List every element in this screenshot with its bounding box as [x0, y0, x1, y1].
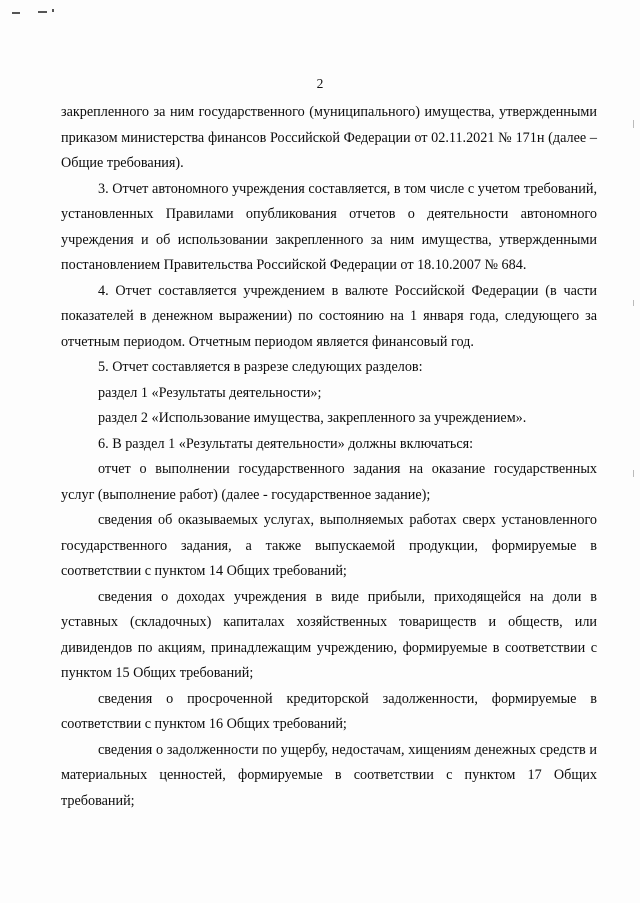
paragraph: сведения о задолженности по ущербу, недостачам, хищениям денежных средств и материальных ценностей, формируемые в соответствии с пунктом 17 Общих требований;: [61, 741, 597, 809]
scan-edge-mark: [633, 120, 634, 128]
paragraph: сведения о доходах учреждения в виде прибыли, приходящейся на доли в уставных (складочных) капиталах хозяйственных товариществ и обществ, или дивидендов по акциям, принадлежащим учреждению, формируемые в соответствии с пунктом 15 Общих требований;: [61, 588, 597, 681]
paragraph: раздел 1 «Результаты деятельности»;: [98, 384, 322, 401]
paragraph: закрепленного за ним государственного (муниципального) имущества, утвержденными приказом министерства финансов Российской Федерации от 02.11.2021 № 171н (далее – Общие требования).: [61, 104, 597, 171]
page-number: 2: [316, 76, 324, 91]
paragraph: сведения об оказываемых услугах, выполняемых работах сверх установленного государственного задания, а также выпускаемой продукции, формируемые в соответствии с пунктом 14 Общих требований;: [61, 512, 597, 579]
paragraph: 3. Отчет автономного учреждения составляется, в том числе с учетом требований, установленных Правилами опубликования отчетов о деятельности автономного учреждения и об использовании закрепленного за ним имущества, утвержденными постановлением Правительства Российской Федерации от 18.10.2007 № 684.: [61, 180, 597, 273]
scan-edge-mark: [633, 470, 634, 477]
scan-edge-mark: [633, 300, 634, 306]
paragraph: 4. Отчет составляется учреждением в валюте Российской Федерации (в части показателей в денежном выражении) по состоянию на 1 января года, следующего за отчетным периодом. Отчетным периодом является финансовый год.: [61, 282, 597, 350]
paragraph: отчет о выполнении государственного задания на оказание государственных услуг (выполнение работ) (далее - государственное задание);: [61, 461, 597, 503]
scan-artifact-mark: [52, 9, 54, 12]
document-body: [61, 100, 597, 814]
paragraph: 5. Отчет составляется в разрезе следующих разделов:: [98, 359, 423, 375]
paragraph: раздел 2 «Использование имущества, закрепленного за учреждением».: [98, 410, 527, 426]
paragraph: сведения о просроченной кредиторской задолженности, формируемые в соответствии с пунктом 16 Общих требований;: [61, 690, 597, 732]
scan-artifact-mark: [12, 12, 20, 14]
scan-artifact-mark: [38, 11, 47, 13]
paragraph: 6. В раздел 1 «Результаты деятельности» должны включаться:: [98, 435, 474, 452]
